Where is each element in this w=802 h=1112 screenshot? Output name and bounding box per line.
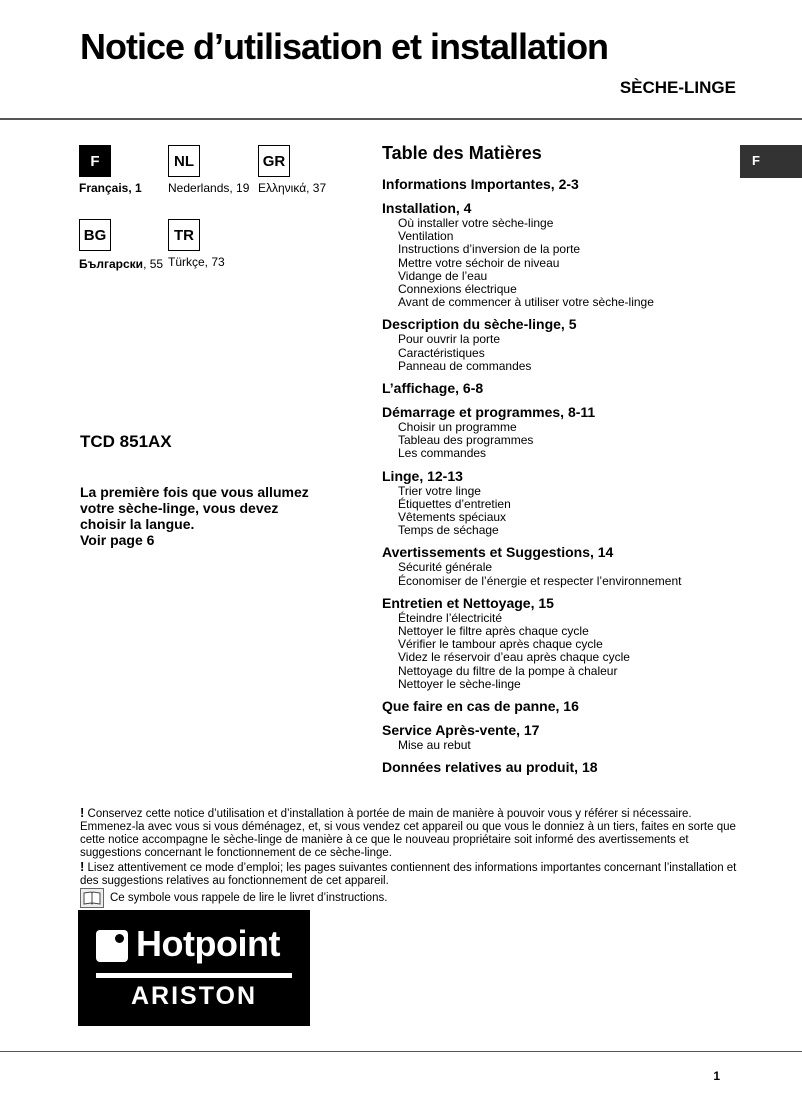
toc-subitem[interactable]: Caractéristiques <box>398 345 485 360</box>
toc-heading[interactable]: Avertissements et Suggestions, 14 <box>382 544 614 561</box>
logo-mark-icon <box>96 930 128 962</box>
language-label-bulgarian-page: 55 <box>149 257 164 271</box>
toc-subitem[interactable]: Pour ouvrir la porte <box>398 332 501 347</box>
logo-divider <box>96 973 292 978</box>
notice-line: Voir page 6 <box>80 532 155 548</box>
logo-brand-name: Hotpoint <box>136 923 280 964</box>
toc-section <box>382 404 742 461</box>
toc-subitem[interactable]: Nettoyer le filtre après chaque cycle <box>398 624 589 639</box>
page-number: 1 <box>713 1069 720 1083</box>
note-2-text: Lisez attentivement ce mode d’emploi; les pages suivantes contiennent des informations importantes concernant l’installation et des suggestions relatives au fonctionnement de cet appareil. <box>80 862 737 888</box>
symbol-note <box>80 888 387 908</box>
toc-subitem[interactable]: Choisir un programme <box>398 420 517 435</box>
toc-heading[interactable]: Installation, 4 <box>382 200 472 216</box>
exclamation-icon: ! <box>80 805 85 820</box>
top-divider <box>0 118 802 120</box>
toc-subitem[interactable]: Ventilation <box>398 229 454 244</box>
language-label-turkish[interactable]: Türkçe, 73 <box>168 255 225 269</box>
toc-section <box>382 544 742 587</box>
toc-subitem[interactable]: Tableau des programmes <box>398 433 534 448</box>
toc-subitem[interactable]: Sécurité générale <box>398 560 493 575</box>
exclamation-icon: ! <box>80 859 85 875</box>
language-box-tr[interactable]: TR <box>168 219 200 251</box>
toc-subitem[interactable]: Nettoyage du filtre de la pompe à chaleur <box>398 663 618 678</box>
bottom-divider <box>0 1051 802 1052</box>
toc-subitem[interactable]: Videz le réservoir d’eau après chaque cycle <box>398 650 630 665</box>
toc-section <box>382 759 742 776</box>
book-icon <box>80 888 104 908</box>
toc-heading[interactable]: Entretien et Nettoyage, 15 <box>382 594 554 611</box>
toc-section <box>382 380 742 397</box>
toc-heading[interactable]: Que faire en cas de panne, 16 <box>382 698 579 715</box>
toc-heading[interactable]: Description du sèche-linge, 5 <box>382 316 577 333</box>
model-number: TCD 851AX <box>80 432 172 451</box>
notice-line: La première fois que vous allumez <box>80 484 309 500</box>
toc-heading[interactable]: Démarrage et programmes, 8-11 <box>382 404 596 421</box>
toc-section <box>382 200 742 309</box>
toc-section <box>382 698 742 715</box>
toc-subitem[interactable]: Connexions électrique <box>398 282 517 297</box>
language-label-bulgarian[interactable]: Български, 55 <box>79 257 164 271</box>
toc-section <box>382 595 742 691</box>
toc-subitem[interactable]: Les commandes <box>398 446 487 461</box>
language-label-greek[interactable]: Ελληνικά, 37 <box>258 181 327 195</box>
note-1 <box>80 806 740 860</box>
toc-heading[interactable]: Service Après-vente, 17 <box>382 722 540 739</box>
toc-title: Table des Matières <box>382 143 542 163</box>
language-side-tab-label: F <box>752 153 760 168</box>
language-box-gr[interactable]: GR <box>258 145 290 177</box>
language-box-bg[interactable]: BG <box>79 219 111 251</box>
toc-subitem[interactable]: Panneau de commandes <box>398 358 532 373</box>
toc-subitem[interactable]: Vêtements spéciaux <box>398 510 507 525</box>
language-box-f[interactable]: F <box>79 145 111 177</box>
language-box-nl[interactable]: NL <box>168 145 200 177</box>
toc-heading[interactable]: Données relatives au produit, 18 <box>382 759 598 776</box>
language-label-french[interactable]: Français, 1 <box>79 181 142 195</box>
toc-heading[interactable]: Linge, 12-13 <box>382 467 463 484</box>
document-title: Notice d’utilisation et installation <box>80 26 609 67</box>
toc-heading[interactable]: L’affichage, 6-8 <box>382 380 484 397</box>
toc-subitem[interactable]: Vérifier le tambour après chaque cycle <box>398 637 603 652</box>
symbol-note-text: Ce symbole vous rappele de lire le livret d’instructions. <box>110 892 388 904</box>
toc-subitem[interactable]: Mise au rebut <box>398 738 471 753</box>
toc-section <box>382 176 742 193</box>
toc-subitem[interactable]: Trier votre linge <box>398 483 481 498</box>
toc-subitem[interactable]: Économiser de l’énergie et respecter l’environnement <box>398 573 682 588</box>
product-type: SÈCHE-LINGE <box>619 78 736 97</box>
toc-subitem[interactable]: Temps de séchage <box>398 523 499 538</box>
first-use-notice <box>80 484 370 548</box>
toc-subitem[interactable]: Éteindre l’électricité <box>398 610 503 625</box>
brand-logo <box>78 910 310 1026</box>
language-label-bulgarian-name: Български <box>79 257 144 271</box>
toc-subitem[interactable]: Nettoyer le sèche-linge <box>398 676 521 691</box>
notice-line: choisir la langue. <box>80 516 195 532</box>
toc-subitem[interactable]: Vidange de l’eau <box>398 268 488 283</box>
language-label-dutch[interactable]: Nederlands, 19 <box>168 181 250 195</box>
toc-subitem[interactable]: Avant de commencer à utiliser votre sèche-linge <box>398 295 654 310</box>
note-2 <box>80 860 740 888</box>
toc-section <box>382 468 742 538</box>
toc-section <box>382 316 742 373</box>
logo-sub-brand: ARISTON <box>130 982 258 1010</box>
toc-section <box>382 722 742 752</box>
toc-subitem[interactable]: Étiquettes d’entretien <box>398 496 511 511</box>
table-of-contents <box>382 176 742 783</box>
note-1-text: Conservez cette notice d’utilisation et d’installation à portée de main de manière à pouvoir vous y référer si nécessaire. Emmenez-la avec vous si vous déménagez, et, si vous vendez cet appareil ou que vous le donniez à un tiers, faites en sorte que cette notice accompagne le sèche-linge de manière à ce que le nouveau propriétaire soit informé des avertissements et suggestions concernant le fonctionnement de ce sèche-linge. <box>80 808 736 860</box>
language-side-tab <box>740 145 802 178</box>
toc-subitem[interactable]: Instructions d’inversion de la porte <box>398 242 581 257</box>
toc-heading[interactable]: Informations Importantes, 2-3 <box>382 176 579 192</box>
toc-subitem[interactable]: Où installer votre sèche-linge <box>398 216 554 230</box>
notice-line: votre sèche-linge, vous devez <box>80 500 279 516</box>
footer-notes <box>80 806 740 889</box>
toc-subitem[interactable]: Mettre votre séchoir de niveau <box>398 255 560 270</box>
